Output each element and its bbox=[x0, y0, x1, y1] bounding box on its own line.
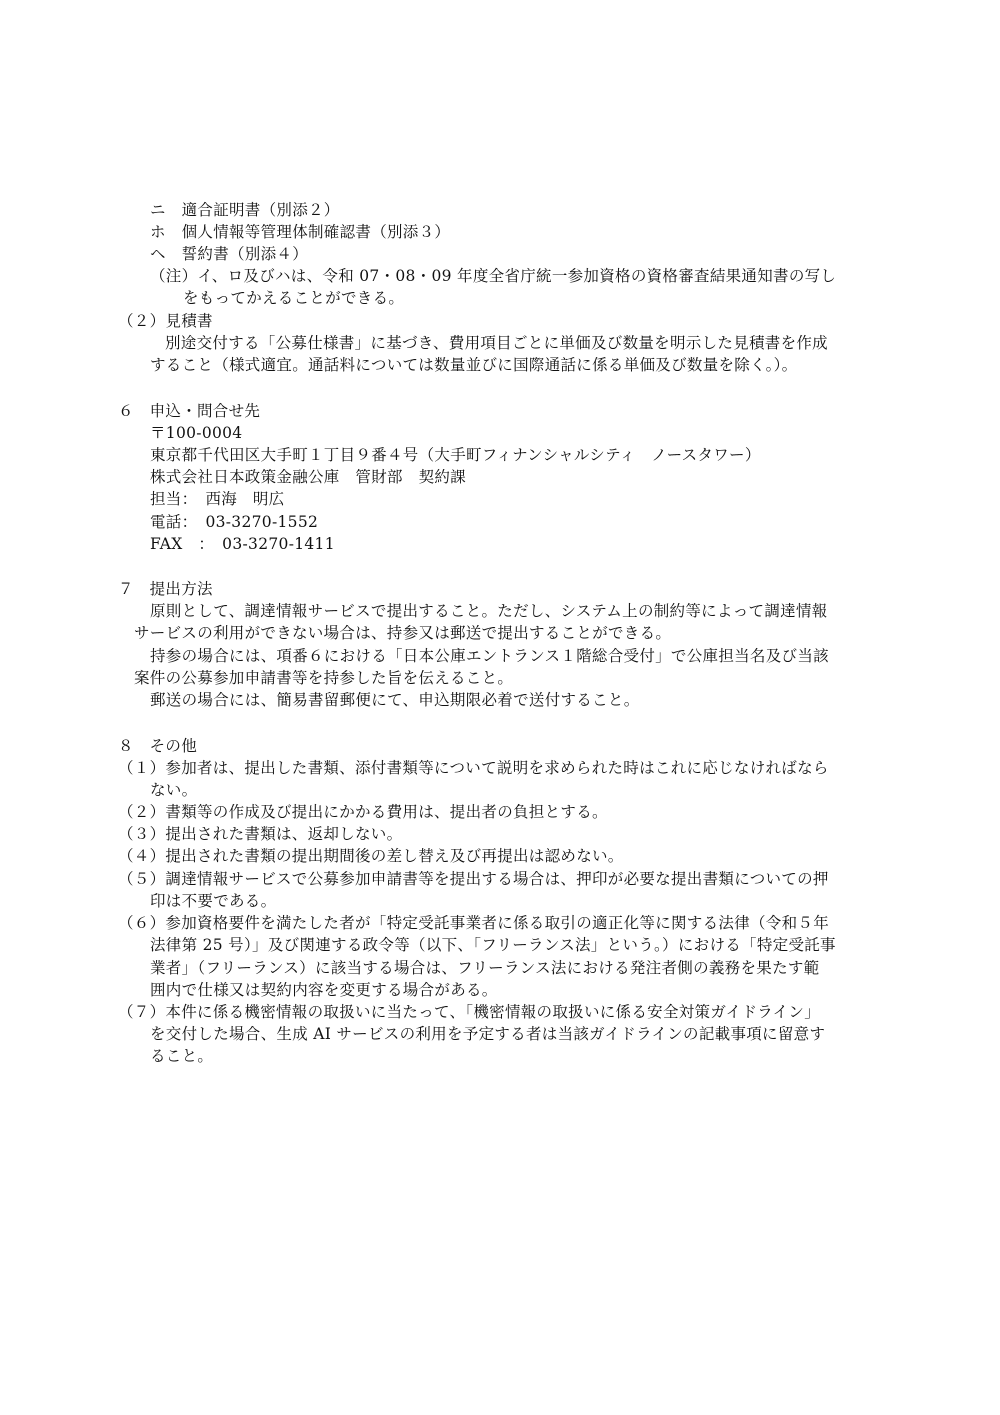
attachment-note-continued: をもってかえることができる。 bbox=[183, 289, 405, 307]
organization: 株式会社日本政策金融公庫 管財部 契約課 bbox=[150, 468, 467, 486]
section7-heading: ７ 提出方法 bbox=[118, 580, 213, 598]
section8-item2: （２）書類等の作成及び提出にかかる費用は、提出者の負担とする。 bbox=[118, 803, 608, 821]
estimate-heading: （２）見積書 bbox=[118, 312, 213, 330]
section7-paragraph1: 原則として、調達情報サービスで提出すること。ただし、システム上の制約等によって調達情報 bbox=[150, 602, 828, 620]
fax-number: FAX ： 03-3270-1411 bbox=[150, 535, 335, 553]
estimate-body: 別途交付する「公募仕様書」に基づき、費用項目ごとに単価及び数量を明示した見積書を作成 bbox=[165, 334, 828, 352]
section7-paragraph2: 持参の場合には、項番６における「日本公庫エントランス１階総合受付」で公庫担当名及び当該 bbox=[150, 647, 829, 665]
section8-item7-line3: ること。 bbox=[150, 1047, 214, 1065]
estimate-body-continued: すること（様式適宜。通話料については数量並びに国際通話に係る単価及び数量を除く。）。 bbox=[150, 356, 798, 374]
attachment-he: ヘ 誓約書（別添４） bbox=[150, 245, 309, 263]
contact-person: 担当： 西海 明広 bbox=[150, 490, 285, 508]
section8-heading: ８ その他 bbox=[118, 737, 198, 755]
section8-item1: （１）参加者は、提出した書類、添付書類等について説明を求められた時はこれに応じなければなら bbox=[118, 759, 829, 777]
attachment-ho: ホ 個人情報等管理体制確認書（別添３） bbox=[150, 223, 451, 241]
section8-item5: （５）調達情報サービスで公募参加申請書等を提出する場合は、押印が必要な提出書類についての押 bbox=[118, 870, 829, 888]
phone-number: 電話： 03-3270-1552 bbox=[150, 513, 319, 531]
section8-item7: （７）本件に係る機密情報の取扱いに当たって、「機密情報の取扱いに係る安全対策ガイドライン」 bbox=[118, 1003, 821, 1021]
section7-paragraph2-continued: 案件の公募参加申請書等を持参した旨を伝えること。 bbox=[134, 669, 514, 687]
section6-heading: ６ 申込・問合せ先 bbox=[118, 402, 261, 420]
section8-item7-line2: を交付した場合、生成 AI サービスの利用を予定する者は当該ガイドラインの記載事項に留意す bbox=[150, 1025, 826, 1043]
attachment-ni: ニ 適合証明書（別添２） bbox=[150, 201, 340, 219]
section7-paragraph3: 郵送の場合には、簡易書留郵便にて、申込期限必着で送付すること。 bbox=[150, 691, 640, 709]
section8-item3: （３）提出された書類は、返却しない。 bbox=[118, 825, 403, 843]
section8-item6-line4: 囲内で仕様又は契約内容を変更する場合がある。 bbox=[150, 981, 498, 999]
attachment-note: （注）イ、ロ及びハは、令和 07・08・09 年度全省庁統一参加資格の資格審査結果通知書の写し bbox=[150, 267, 837, 285]
address: 東京都千代田区大手町１丁目９番４号（大手町フィナンシャルシティ ノースタワー） bbox=[150, 446, 761, 464]
section8-item4: （４）提出された書類の提出期間後の差し替え及び再提出は認めない。 bbox=[118, 847, 624, 865]
section8-item1-continued: ない。 bbox=[150, 781, 198, 799]
section8-item6: （６）参加資格要件を満たした者が「特定受託事業者に係る取引の適正化等に関する法律（令和５年 bbox=[118, 914, 830, 932]
postal-code: 〒100-0004 bbox=[150, 424, 243, 442]
section8-item6-line3: 業者」（フリーランス）に該当する場合は、フリーランス法における発注者側の義務を果たす範 bbox=[150, 959, 820, 977]
section8-item6-line2: 法律第 25 号）」及び関連する政令等（以下、「フリーランス法」という。）における「特定受託事 bbox=[150, 936, 836, 954]
section8-item5-continued: 印は不要である。 bbox=[150, 892, 277, 910]
section7-paragraph1-continued: サービスの利用ができない場合は、持参又は郵送で提出することができる。 bbox=[134, 624, 672, 642]
